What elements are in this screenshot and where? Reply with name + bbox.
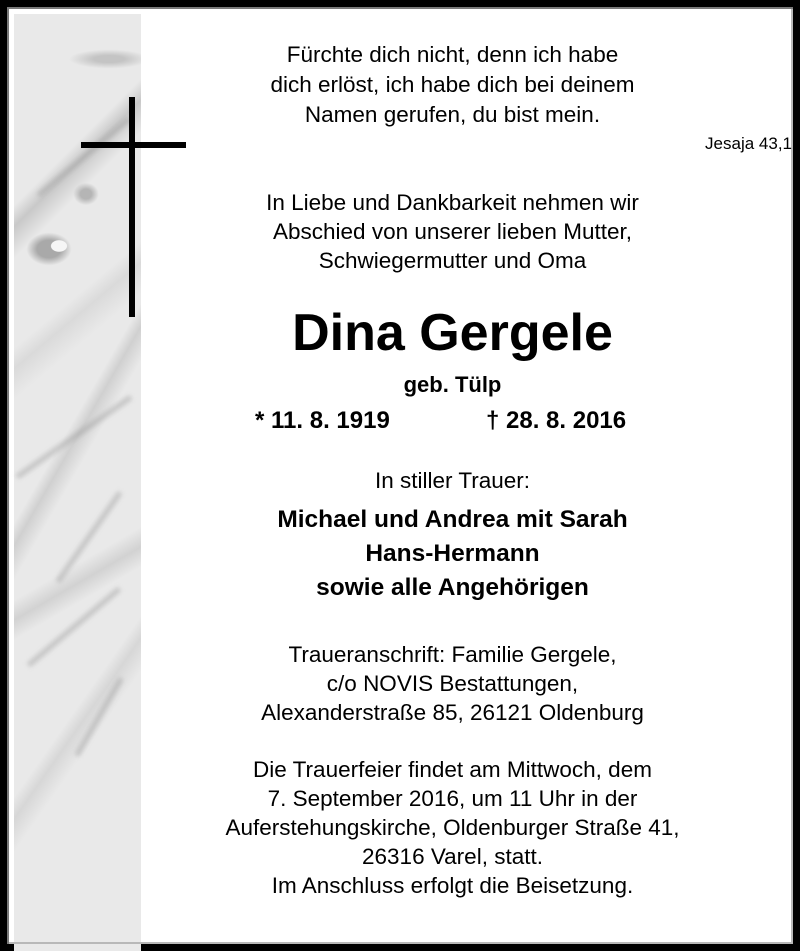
- address-line: c/o NOVIS Bestattungen,: [326, 671, 579, 696]
- cross-horizontal-bar: [81, 142, 186, 148]
- marble-vein: [36, 116, 132, 198]
- life-dates: [134, 407, 771, 437]
- mourning-heading: In stiller Trauer:: [374, 468, 531, 493]
- verse-line: dich erlöst, ich habe dich bei deinem: [270, 72, 635, 97]
- maiden-name: geb. Tülp: [403, 372, 502, 397]
- marble-vein: [15, 394, 133, 479]
- marble-strip: [14, 14, 141, 951]
- mourner-line: Michael und Andrea mit Sarah: [277, 506, 628, 533]
- deceased-name: Dina Gergele: [292, 304, 613, 362]
- ceremony-line: Im Anschluss erfolgt die Beisetzung.: [271, 873, 634, 898]
- mourner-line: Hans-Hermann: [365, 540, 540, 567]
- marble-vein: [26, 586, 122, 668]
- verse-line: Fürchte dich nicht, denn ich habe: [286, 42, 619, 67]
- death-date: † 28. 8. 2016: [486, 407, 627, 434]
- intro-line: Abschied von unserer lieben Mutter,: [273, 219, 632, 244]
- ceremony-line: 26316 Varel, statt.: [362, 844, 543, 869]
- verse-reference: Jesaja 43,1: [705, 134, 792, 153]
- intro-line: Schwiegermutter und Oma: [318, 248, 587, 273]
- verse-line: Namen gerufen, du bist mein.: [304, 102, 601, 127]
- marble-vein: [74, 677, 124, 758]
- address-line: Traueranschrift: Familie Gergele,: [288, 642, 617, 667]
- marble-vein: [55, 490, 123, 584]
- intro-line: In Liebe und Dankbarkeit nehmen wir: [266, 190, 639, 215]
- address-line: Alexanderstraße 85, 26121 Oldenburg: [261, 700, 644, 725]
- birth-date: * 11. 8. 1919: [255, 407, 390, 434]
- ceremony-line: Auferstehungskirche, Oldenburger Straße 41,: [225, 815, 680, 840]
- ceremony-line: 7. September 2016, um 11 Uhr in der: [267, 786, 638, 811]
- ceremony-line: Die Trauerfeier findet am Mittwoch, dem: [253, 757, 652, 782]
- mourner-line: sowie alle Angehörigen: [316, 574, 589, 601]
